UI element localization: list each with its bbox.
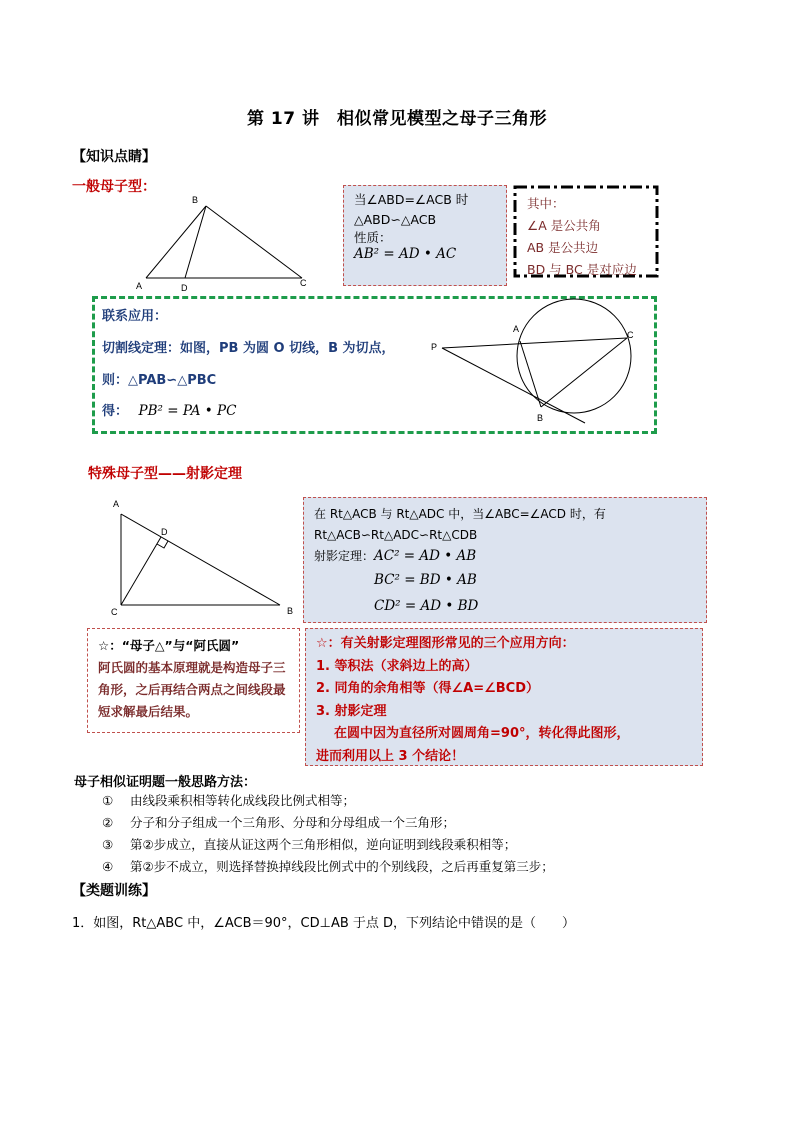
- label-c3: C: [111, 607, 118, 617]
- section-knowledge: 【知识点睛】: [72, 149, 156, 165]
- right-triangle-diagram: [105, 494, 300, 619]
- label-a: A: [136, 281, 143, 291]
- method-step-1: ① 由线段乘积相等转化成线段比例式相等；: [102, 793, 356, 808]
- directions-box: [305, 628, 703, 766]
- directions-item-2: 2. 同角的余角相等（得∠A=∠BCD）: [316, 681, 540, 696]
- info-line-1: 当∠ABD=∠ACB 时: [354, 192, 469, 207]
- section-training: 【类题训练】: [72, 883, 156, 899]
- label-c: C: [300, 278, 307, 288]
- note-line-3: AB 是公共边: [527, 240, 599, 255]
- directions-item-3: 3. 射影定理: [316, 703, 387, 719]
- info-line-2: △ABD∽△ACB: [354, 212, 437, 227]
- directions-item-1: 1. 等积法（求斜边上的高）: [316, 658, 478, 674]
- application-theorem: 切割线定理：如图，PB 为圆 O 切线，B 为切点，: [102, 341, 395, 356]
- info-formula: AB² = AD • AC: [354, 246, 457, 262]
- label-d3: D: [161, 527, 168, 537]
- special-model-heading: 特殊母子型——射影定理: [88, 466, 242, 482]
- application-then: 则：△PAB∽△PBC: [102, 373, 217, 388]
- directions-item-5: 进而利用以上 3 个结论！: [316, 748, 465, 764]
- general-model-heading: 一般母子型：: [72, 179, 156, 195]
- special-info-line-1: 在 Rt△ACB 与 Rt△ADC 中，当∠ABC=∠ACD 时，有: [314, 507, 606, 521]
- formula-bc: BC² = BD • AB: [374, 572, 477, 588]
- method-list: [102, 790, 554, 878]
- application-result-prefix: 得：: [102, 404, 129, 419]
- page-title: 第 17 讲 相似常见模型之母子三角形: [247, 109, 547, 129]
- label-b2: B: [537, 413, 544, 423]
- special-model-info: [303, 497, 707, 623]
- special-info-prefix: 射影定理：: [314, 549, 375, 563]
- general-model-diagram: [130, 190, 320, 300]
- question-1: 1．如图，Rt△ABC 中，∠ACB＝90°，CD⊥AB 于点 D，下列结论中错误的是（ ）: [72, 916, 576, 931]
- label-b3: B: [287, 606, 294, 616]
- secant-circle-diagram: [425, 300, 634, 430]
- special-info-line-3: [314, 546, 706, 567]
- label-p: P: [431, 342, 438, 352]
- general-model-info: [343, 185, 507, 286]
- directions-title: ☆：有关射影定理图形常见的三个应用方向：: [316, 636, 575, 651]
- method-heading: 母子相似证明题一般思路方法：: [74, 775, 257, 790]
- special-info-line-2: Rt△ACB∽Rt△ADC∽Rt△CDB: [314, 528, 478, 542]
- info-line-3: 性质：: [354, 230, 392, 245]
- formula-cd: CD² = AD • BD: [374, 598, 479, 614]
- label-a2: A: [513, 324, 520, 334]
- label-c2: C: [627, 330, 634, 340]
- note-line-4: BD 与 BC 是对应边: [527, 262, 637, 277]
- formula-ac: AC² = AD • AB: [374, 548, 477, 564]
- apollonius-box: [87, 628, 300, 733]
- note-line-1: 其中：: [527, 196, 565, 211]
- label-b: B: [192, 195, 199, 205]
- method-step-4: ④ 第②步不成立，则选择替换掉线段比例式中的个别线段，之后再重复第三步；: [102, 859, 554, 874]
- method-step-3: ③ 第②步成立，直接从证这两个三角形相似，逆向证明到线段乘积相等；: [102, 837, 517, 852]
- application-result-row: [102, 400, 236, 419]
- label-d: D: [181, 283, 188, 293]
- apollonius-body: 阿氏圆的基本原理就是构造母子三角形，之后再结合两点之间线段最短求解最后结果。: [98, 660, 286, 719]
- method-step-2: ② 分子和分子组成一个三角形、分母和分母组成一个三角形；: [102, 815, 456, 830]
- application-heading: 联系应用：: [102, 309, 168, 324]
- apollonius-title: ☆：“母子△”与“阿氏圆”: [98, 638, 240, 653]
- directions-item-4: 在圆中因为直径所对圆周角=90°，转化得此图形，: [334, 726, 630, 741]
- note-line-2: ∠A 是公共角: [527, 218, 601, 233]
- application-result: PB² = PA • PC: [138, 403, 237, 419]
- note-box: [527, 193, 637, 281]
- label-a3: A: [113, 499, 120, 509]
